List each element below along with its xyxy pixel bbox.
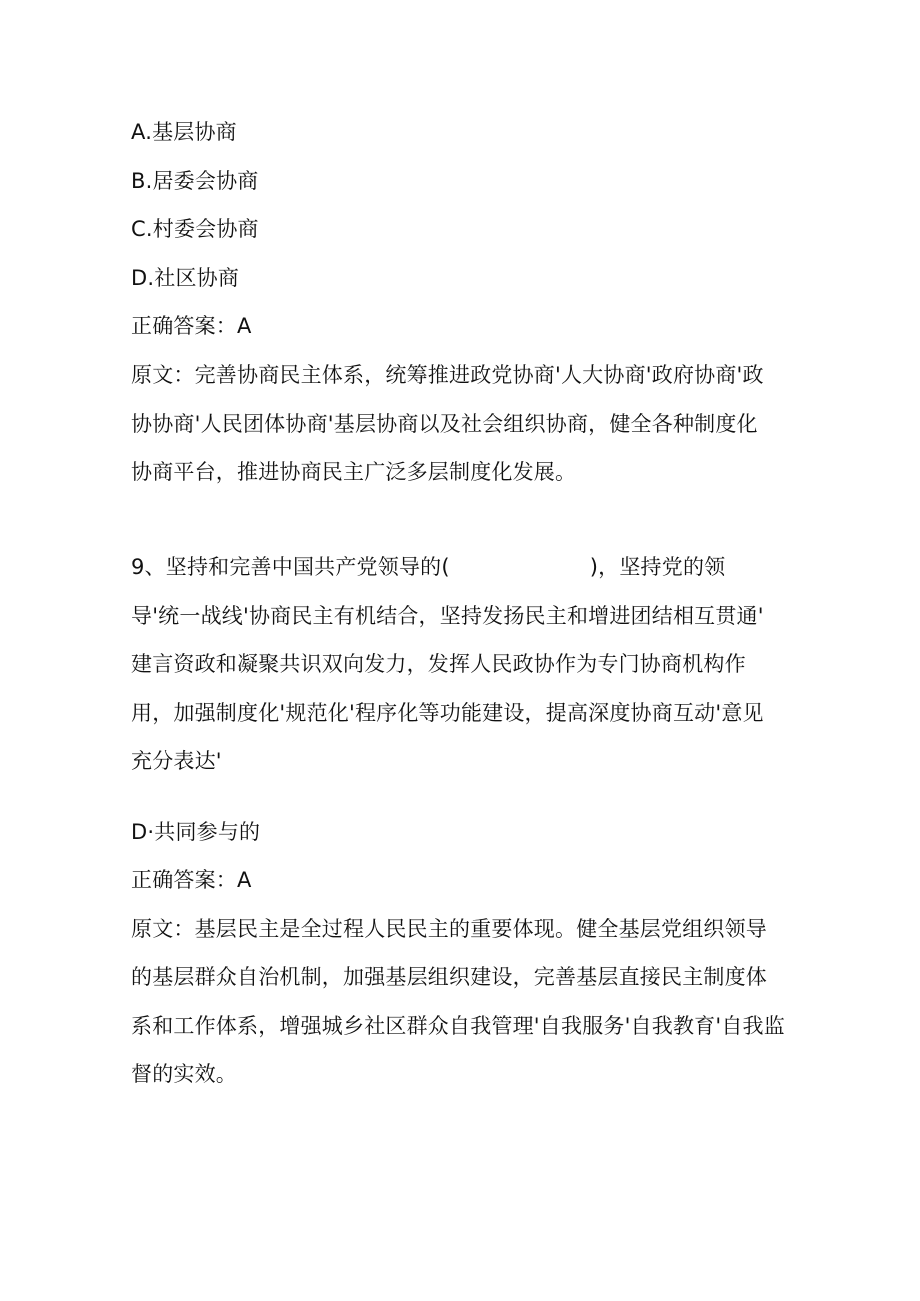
question-9-line	[131, 553, 725, 581]
question-9-line: 导'统一战线'协商民主有机结合，坚持发扬民主和增进团结相互贯通'	[131, 604, 764, 628]
source-text-line: 督的实效。	[131, 1062, 237, 1086]
option-c: C.村委会协商	[131, 217, 259, 241]
question-9-line: 充分表达'	[131, 749, 222, 773]
option-d: D.社区协商	[131, 266, 240, 290]
source-text-line: 协协商'人民团体协商'基层协商以及社会组织协商，健全各种制度化	[131, 412, 758, 436]
question-9-stem-continued: )，坚持党的领	[589, 555, 726, 579]
option-b: B.居委会协商	[131, 169, 259, 193]
source-text-line: 原文：基层民主是全过程人民民主的重要体现。健全基层党组织领导	[131, 917, 767, 941]
question-9-line: 建言资政和凝聚共识双向发力，发挥人民政协作为专门协商机构作	[131, 652, 746, 676]
source-text-line: 的基层群众自治机制，加强基层组织建设，完善基层直接民主制度体	[131, 965, 767, 989]
question-9-stem: 9、坚持和完善中国共产党领导的(	[131, 555, 450, 579]
source-text-line: 系和工作体系，增强城乡社区群众自我管理'自我服务'自我教育'自我监	[131, 1014, 785, 1038]
correct-answer: 正确答案：A	[131, 314, 252, 338]
source-text-line: 原文：完善协商民主体系，统筹推进政党协商'人大协商'政府协商'政	[131, 363, 764, 387]
correct-answer: 正确答案：A	[131, 868, 252, 892]
question-9-line: 用，加强制度化'规范化'程序化等功能建设，提高深度协商互动'意见	[131, 701, 764, 725]
option-d: D·共同参与的	[131, 820, 261, 844]
option-a: A.基层协商	[131, 120, 237, 144]
source-text-line: 协商平台，推进协商民主广泛多层制度化发展。	[131, 460, 577, 484]
